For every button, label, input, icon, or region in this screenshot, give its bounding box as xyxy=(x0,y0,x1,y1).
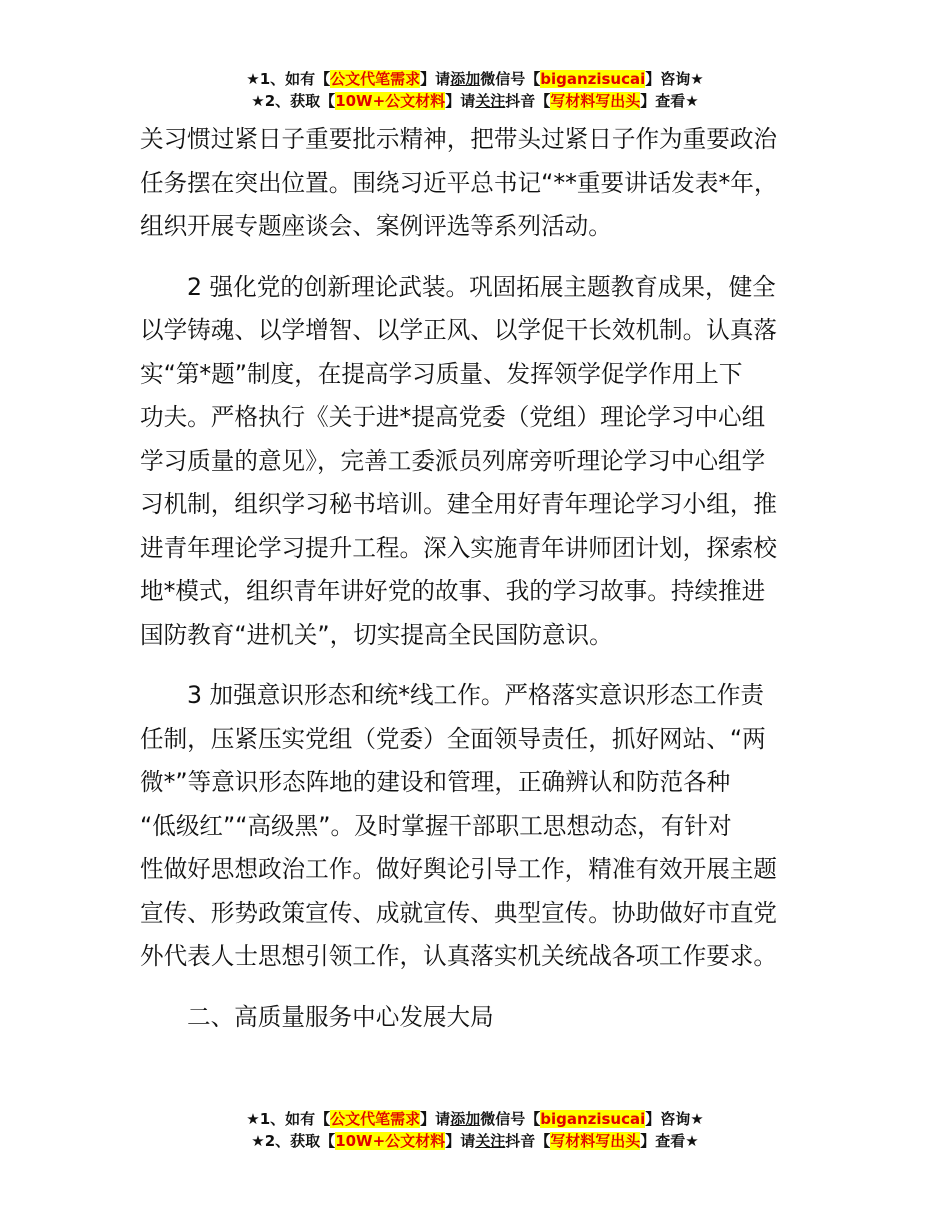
highlight-materials: 10W+公文材料 xyxy=(335,1132,446,1150)
text-line: 宣传、形势政策宣传、成就宣传、典型宣传。协助做好市直党 xyxy=(140,898,778,927)
highlight-ghostwriting: 公文代笔需求 xyxy=(330,70,421,88)
text-line: 组织开展专题座谈会、案例评选等系列活动。 xyxy=(140,212,612,240)
text-line: 微*”等意识形态阵地的建设和管理，正确辨认和防范各种 xyxy=(140,768,731,796)
text-line: 以学铸魂、以学增智、以学正风、以学促干长效机制。认真落 xyxy=(140,316,778,344)
highlight-wechat-id: biganzisucai xyxy=(540,70,646,88)
paragraph-2 xyxy=(140,674,830,979)
text-line: 进青年理论学习提升工程。深入实施青年讲师团计划，探索校 xyxy=(140,533,778,562)
banner-underlined-text: 添加 xyxy=(450,70,481,88)
banner-text: 抖音【 xyxy=(505,92,551,110)
text-line: 2 强化党的创新理论武装。巩固拓展主题教育成果，健全 xyxy=(187,272,776,301)
banner-text: 微信号【 xyxy=(480,70,541,88)
text-line: 3 加强意识形态和统*线工作。严格落实意识形态工作责 xyxy=(187,681,764,709)
header-ad-banner xyxy=(0,68,950,112)
highlight-douyin-account: 写材料写出头 xyxy=(550,1132,641,1150)
banner-text: 抖音【 xyxy=(505,1132,551,1150)
banner-line-2 xyxy=(0,90,950,112)
banner-line-1 xyxy=(0,1108,950,1130)
highlight-ghostwriting: 公文代笔需求 xyxy=(330,1110,421,1128)
text-line: 学习质量的意见》，完善工委派员列席旁听理论学习中心组学 xyxy=(140,446,766,475)
highlight-wechat-id: biganzisucai xyxy=(540,1110,646,1128)
paragraph-0 xyxy=(140,118,830,249)
banner-text: 】请 xyxy=(420,70,451,88)
text-line: 性做好思想政治工作。做好舆论引导工作，精准有效开展主题 xyxy=(140,855,778,883)
banner-text: ★2、获取【 xyxy=(251,1132,336,1150)
banner-line-1 xyxy=(0,68,950,90)
text-line: 任务摆在突出位置。围绕习近平总书记“**重要讲话发表*年， xyxy=(140,168,778,197)
banner-text: 】请 xyxy=(445,92,476,110)
text-line: 任制，压紧压实党组（党委）全面领导责任，抓好网站、“两 xyxy=(140,724,766,753)
text-line: “低级红”“高级黑”。及时掌握干部职工思想动态，有针对 xyxy=(140,811,732,840)
banner-text: 】查看★ xyxy=(640,1132,699,1150)
banner-text: 】咨询★ xyxy=(645,70,704,88)
footer-ad-banner xyxy=(0,1108,950,1152)
text-line: 关习惯过紧日子重要批示精神，把带头过紧日子作为重要政治 xyxy=(140,125,778,153)
highlight-materials: 10W+公文材料 xyxy=(335,92,446,110)
banner-text: ★2、获取【 xyxy=(251,92,336,110)
highlight-douyin-account: 写材料写出头 xyxy=(550,92,641,110)
text-line: 习机制，组织学习秘书培训。建全用好青年理论学习小组，推 xyxy=(140,490,778,518)
text-line: 实“第*题”制度，在提高学习质量、发挥领学促学作用上下 xyxy=(140,359,743,388)
banner-text: 】请 xyxy=(420,1110,451,1128)
banner-text: 微信号【 xyxy=(480,1110,541,1128)
text-line: 地*模式，组织青年讲好党的故事、我的学习故事。持续推进 xyxy=(140,577,766,605)
banner-text: ★1、如有【 xyxy=(246,70,331,88)
banner-underlined-text: 添加 xyxy=(450,1110,481,1128)
banner-text: 】查看★ xyxy=(640,92,699,110)
banner-text: 】请 xyxy=(445,1132,476,1150)
banner-underlined-text: 关注 xyxy=(475,1132,506,1150)
document-body xyxy=(140,118,830,1039)
section-heading xyxy=(140,996,830,1040)
text-line: 外代表人士思想引领工作，认真落实机关统战各项工作要求。 xyxy=(140,942,778,970)
text-line: 国防教育“进机关”，切实提高全民国防意识。 xyxy=(140,620,613,649)
paragraph-1 xyxy=(140,266,830,658)
banner-underlined-text: 关注 xyxy=(475,92,506,110)
text-line: 功夫。严格执行《关于进*提高党委（党组）理论学习中心组 xyxy=(140,403,766,431)
heading-text: 二、高质量服务中心发展大局 xyxy=(187,1002,494,1031)
banner-text: ★1、如有【 xyxy=(246,1110,331,1128)
banner-line-2 xyxy=(0,1130,950,1152)
banner-text: 】咨询★ xyxy=(645,1110,704,1128)
